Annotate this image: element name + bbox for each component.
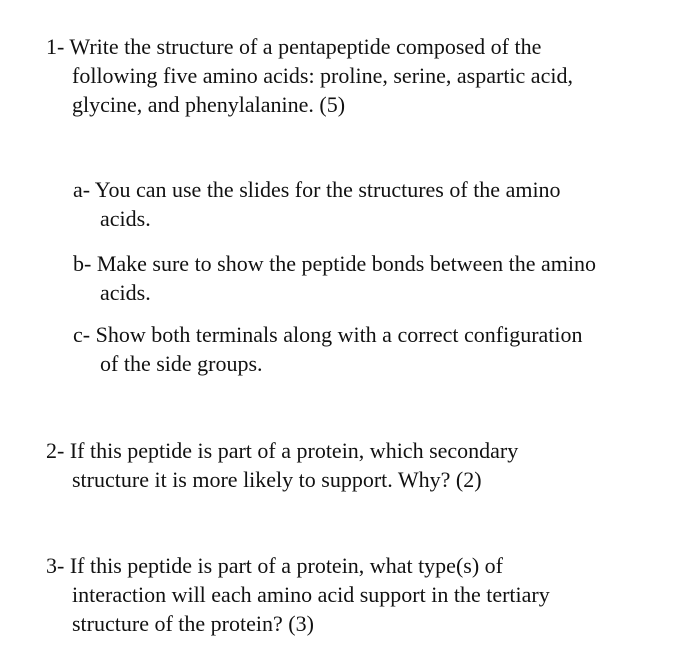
subitem-a-line-1: a- You can use the slides for the structures of the amino <box>73 177 561 202</box>
question-2 <box>46 436 518 494</box>
subitem-b-line-2: acids. <box>100 280 151 305</box>
question-1-line-1: 1- Write the structure of a pentapeptide composed of the <box>46 34 542 59</box>
subitem-a-line-2: acids. <box>100 206 151 231</box>
question-2-line-1: 2- If this peptide is part of a protein, which secondary <box>46 438 519 463</box>
question-1-line-2: following five amino acids: proline, serine, aspartic acid, <box>72 63 573 88</box>
question-1-subitem-c <box>73 320 583 378</box>
question-3 <box>46 551 550 638</box>
question-1-subitem-a <box>73 175 561 233</box>
subitem-c-line-1: c- Show both terminals along with a correct configuration <box>73 322 583 347</box>
question-1 <box>46 32 573 119</box>
subitem-b-line-1: b- Make sure to show the peptide bonds between the amino <box>73 251 596 276</box>
subitem-c-line-2: of the side groups. <box>100 351 263 376</box>
question-3-line-3: structure of the protein? (3) <box>72 611 314 636</box>
question-2-line-2: structure it is more likely to support. Why? (2) <box>72 467 482 492</box>
question-1-line-3: glycine, and phenylalanine. (5) <box>72 92 346 117</box>
question-1-subitem-b <box>73 249 596 307</box>
question-3-line-2: interaction will each amino acid support in the tertiary <box>72 582 550 607</box>
question-3-line-1: 3- If this peptide is part of a protein, what type(s) of <box>46 553 503 578</box>
